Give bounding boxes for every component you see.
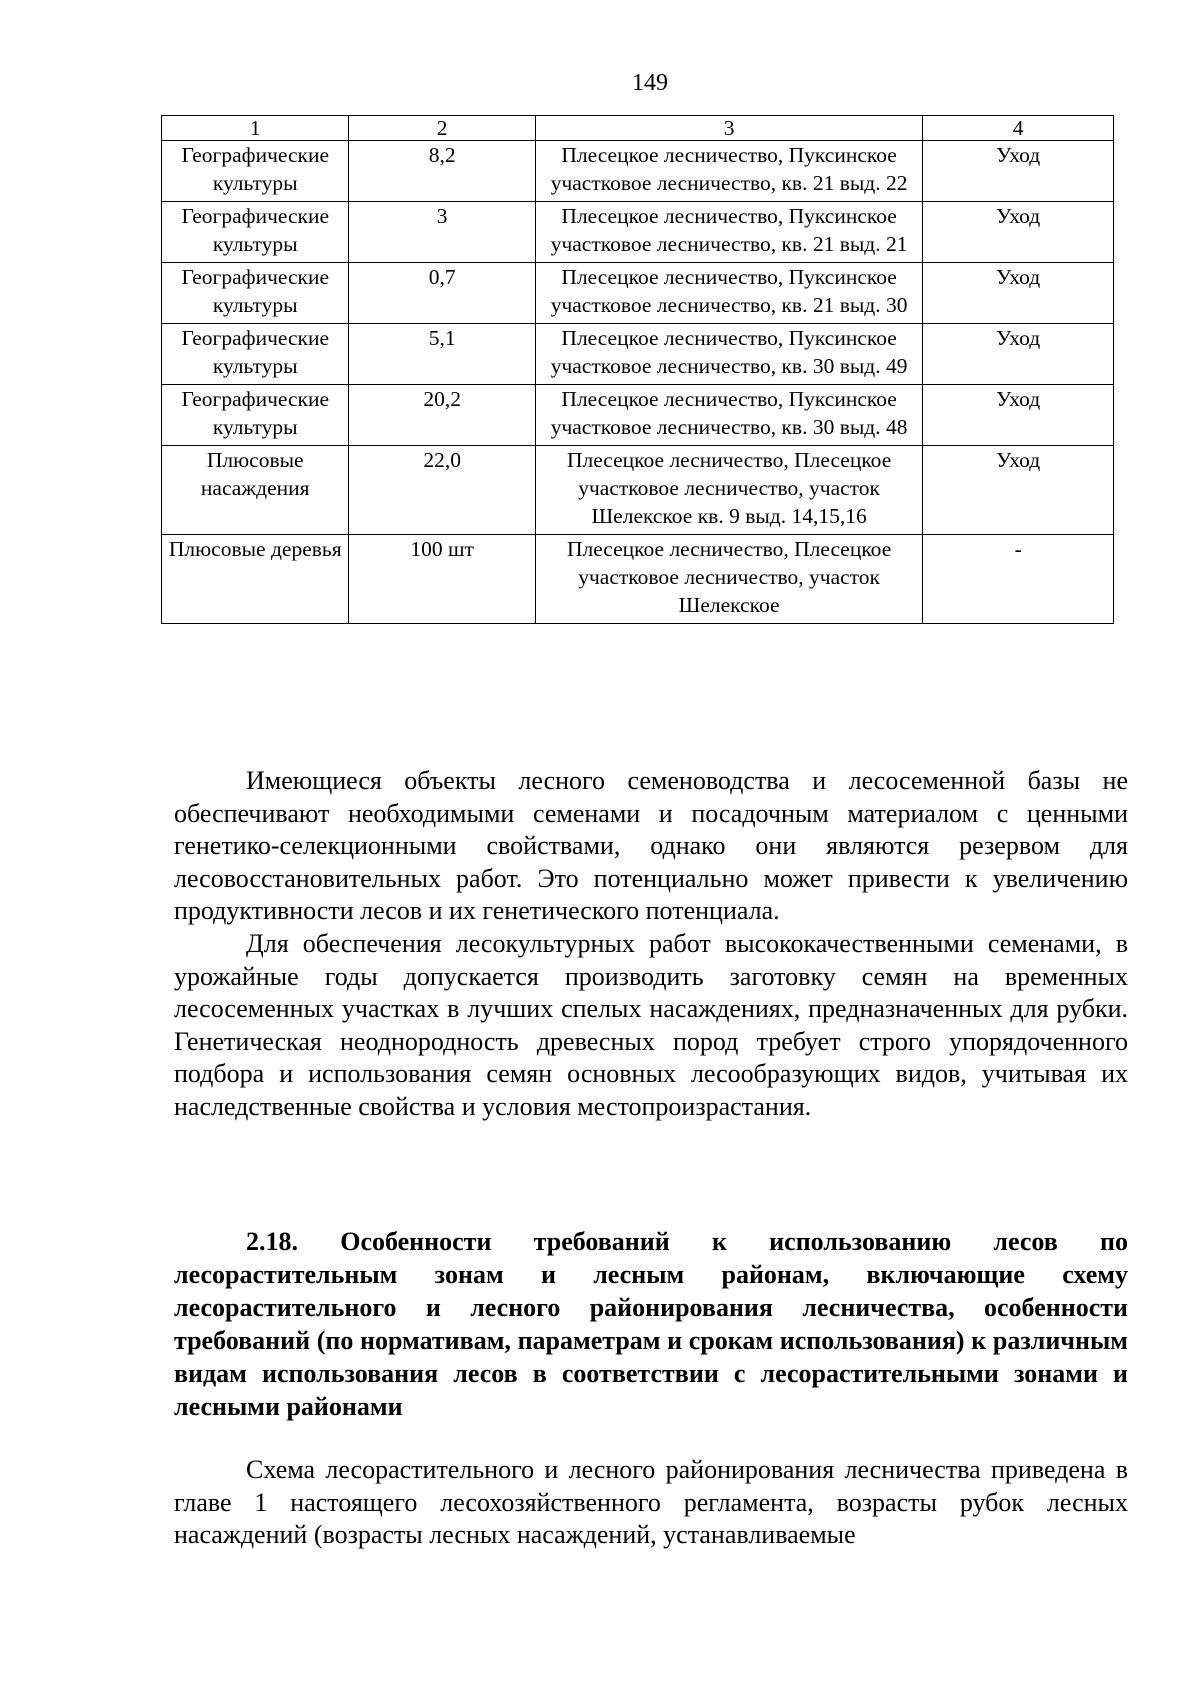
table-cell: Географические культуры (162, 263, 349, 324)
table-cell: - (923, 535, 1114, 624)
body-text (174, 765, 1128, 1124)
column-header: 3 (535, 116, 923, 141)
table-cell: Уход (923, 141, 1114, 202)
table-row (162, 535, 1114, 624)
table-row (162, 263, 1114, 324)
table-cell: Плесецкое лесничество, Пуксинское участковое лесничество, кв. 30 выд. 48 (535, 385, 923, 446)
table-cell: Уход (923, 446, 1114, 535)
page-number: 149 (632, 70, 668, 96)
table-cell: Уход (923, 263, 1114, 324)
table-cell: Уход (923, 324, 1114, 385)
closing-text (174, 1454, 1128, 1552)
paragraph: Для обеспечения лесокультурных работ высококачественными семенами, в урожайные годы допускается производить заготовку семян на временных лесосеменных участках в лучших спелых насаждениях, предназначенных для рубки. Генетическая неоднородность древесных пород требует строго упорядоченного подбора и использования семян основных лесообразующих видов, учитывая их наследственные свойства и условия местопроизрастания. (174, 928, 1128, 1121)
table-cell: Плесецкое лесничество, Пуксинское участковое лесничество, кв. 21 выд. 22 (535, 141, 923, 202)
table-cell: Плюсовые насаждения (162, 446, 349, 535)
table-cell: Плесецкое лесничество, Пуксинское участковое лесничество, кв. 30 выд. 49 (535, 324, 923, 385)
table-cell: Географические культуры (162, 385, 349, 446)
column-header: 2 (349, 116, 535, 141)
column-header: 4 (923, 116, 1114, 141)
table-cell: 5,1 (349, 324, 535, 385)
table-row (162, 385, 1114, 446)
table-row (162, 324, 1114, 385)
table-cell: Плюсовые деревья (162, 535, 349, 624)
table-cell: Плесецкое лесничество, Пуксинское участковое лесничество, кв. 21 выд. 30 (535, 263, 923, 324)
table-cell: Плесецкое лесничество, Плесецкое участковое лесничество, участок Шелекское кв. 9 выд. 14,15,16 (535, 446, 923, 535)
table-cell: 100 шт (349, 535, 535, 624)
table-cell: Географические культуры (162, 141, 349, 202)
seed-objects-table (161, 115, 1114, 624)
table-cell: Географические культуры (162, 202, 349, 263)
table-row (162, 446, 1114, 535)
table-cell: 8,2 (349, 141, 535, 202)
table-cell: Уход (923, 385, 1114, 446)
table-cell: 3 (349, 202, 535, 263)
table-header-row (162, 116, 1114, 141)
table-cell: Плесецкое лесничество, Плесецкое участковое лесничество, участок Шелекское (535, 535, 923, 624)
table-cell: 0,7 (349, 263, 535, 324)
column-header: 1 (162, 116, 349, 141)
table-cell: 22,0 (349, 446, 535, 535)
paragraph: Имеющиеся объекты лесного семеноводства и лесосеменной базы не обеспечивают необходимыми семенами и посадочным материалом с ценными генетико-селекционными свойствами, однако они являются резервом для лесовосстановительных работ. Это потенциально может привести к увеличению продуктивности лесов и их генетического потенциала. (174, 766, 1128, 926)
table-row (162, 141, 1114, 202)
table-cell: Уход (923, 202, 1114, 263)
table-cell: Географические культуры (162, 324, 349, 385)
table-cell: Плесецкое лесничество, Пуксинское участковое лесничество, кв. 21 выд. 21 (535, 202, 923, 263)
table-cell: 20,2 (349, 385, 535, 446)
table-row (162, 202, 1114, 263)
paragraph: Схема лесорастительного и лесного районирования лесничества приведена в главе 1 настоящего лесохозяйственного регламента, возрасты рубок лесных насаждений (возрасты лесных насаждений, устанавливаемые (174, 1455, 1128, 1550)
section-heading: 2.18. Особенности требований к использованию лесов по лесорастительным зонам и лесным районам, включающие схему лесорастительного и лесного районирования лесничества, особенности требований (по нормативам, параметрам и срокам использования) к различным видам использования лесов в соответствии с лесорастительными зонами и лесными районами (174, 1227, 1128, 1421)
